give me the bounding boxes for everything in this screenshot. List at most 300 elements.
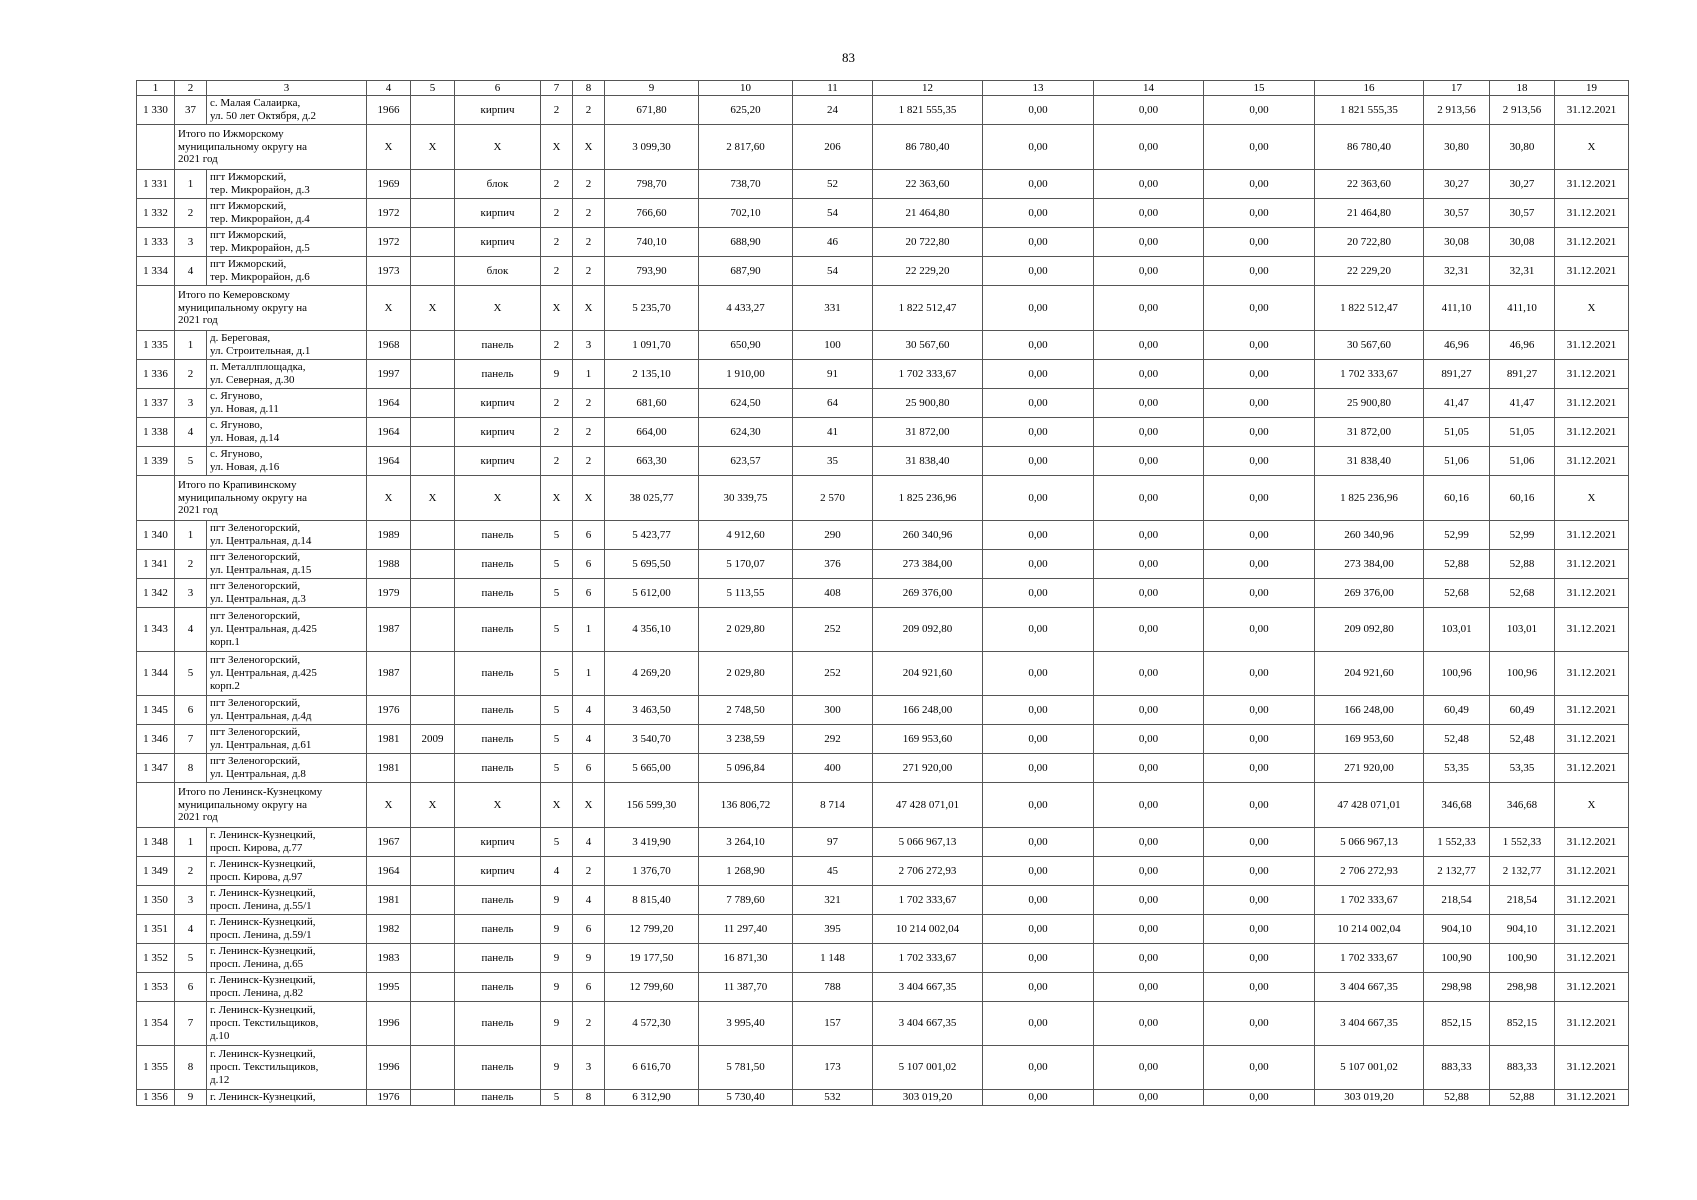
table-cell: X bbox=[411, 286, 455, 331]
table-cell bbox=[411, 944, 455, 973]
table-cell: 292 bbox=[793, 725, 873, 754]
column-number-header: 16 bbox=[1315, 81, 1424, 96]
table-cell: 9 bbox=[541, 915, 573, 944]
address-cell: пгт Зеленогорский, ул. Центральная, д.4д bbox=[207, 696, 367, 725]
table-cell: 1 822 512,47 bbox=[873, 286, 983, 331]
address-cell: г. Ленинск-Кузнецкий, просп. Ленина, д.55/1 bbox=[207, 886, 367, 915]
table-cell: 31.12.2021 bbox=[1555, 447, 1629, 476]
table-cell: 5 113,55 bbox=[699, 579, 793, 608]
table-cell: 1 702 333,67 bbox=[873, 886, 983, 915]
table-cell: 31.12.2021 bbox=[1555, 754, 1629, 783]
table-cell: 0,00 bbox=[983, 886, 1094, 915]
table-cell: 252 bbox=[793, 608, 873, 652]
table-cell: 31.12.2021 bbox=[1555, 389, 1629, 418]
table-cell bbox=[411, 1090, 455, 1106]
table-cell: 0,00 bbox=[1094, 550, 1204, 579]
table-cell: 650,90 bbox=[699, 331, 793, 360]
table-cell: 0,00 bbox=[1204, 389, 1315, 418]
table-cell: 271 920,00 bbox=[873, 754, 983, 783]
table-cell: 0,00 bbox=[983, 652, 1094, 696]
table-cell: блок bbox=[455, 170, 541, 199]
address-cell: пгт Зеленогорский, ул. Центральная, д.14 bbox=[207, 521, 367, 550]
table-cell: 31.12.2021 bbox=[1555, 331, 1629, 360]
table-cell: 269 376,00 bbox=[873, 579, 983, 608]
table-cell: 688,90 bbox=[699, 228, 793, 257]
table-cell: 5 107 001,02 bbox=[1315, 1046, 1424, 1090]
table-cell: 260 340,96 bbox=[873, 521, 983, 550]
table-cell: 11 387,70 bbox=[699, 973, 793, 1002]
table-cell: 1982 bbox=[367, 915, 411, 944]
table-cell: 376 bbox=[793, 550, 873, 579]
table-cell: 408 bbox=[793, 579, 873, 608]
table-cell: 2 bbox=[573, 199, 605, 228]
table-cell: 904,10 bbox=[1490, 915, 1555, 944]
table-cell: 0,00 bbox=[1094, 944, 1204, 973]
table-cell: 1983 bbox=[367, 944, 411, 973]
table-cell: 0,00 bbox=[1204, 696, 1315, 725]
table-cell: 0,00 bbox=[1094, 170, 1204, 199]
table-cell: 41 bbox=[793, 418, 873, 447]
table-cell: 2 bbox=[573, 1002, 605, 1046]
table-cell: 5 781,50 bbox=[699, 1046, 793, 1090]
table-cell: 3 404 667,35 bbox=[873, 973, 983, 1002]
table-cell: 31.12.2021 bbox=[1555, 1046, 1629, 1090]
table-cell: 12 799,20 bbox=[605, 915, 699, 944]
subtotal-row bbox=[137, 476, 1629, 521]
table-cell: 1 351 bbox=[137, 915, 175, 944]
table-cell: 30,80 bbox=[1424, 125, 1490, 170]
table-cell: 12 799,60 bbox=[605, 973, 699, 1002]
table-cell: 1995 bbox=[367, 973, 411, 1002]
table-cell: 7 789,60 bbox=[699, 886, 793, 915]
table-cell: X bbox=[573, 125, 605, 170]
table-cell: 4 bbox=[573, 725, 605, 754]
address-cell: д. Береговая, ул. Строительная, д.1 bbox=[207, 331, 367, 360]
table-cell: 0,00 bbox=[1094, 389, 1204, 418]
table-cell: 6 bbox=[175, 696, 207, 725]
subtotal-label: Итого по Крапивинскому муниципальному округу на 2021 год bbox=[175, 476, 367, 521]
table-cell: 6 bbox=[573, 550, 605, 579]
table-cell: 1 331 bbox=[137, 170, 175, 199]
table-cell bbox=[411, 886, 455, 915]
table-cell: X bbox=[541, 286, 573, 331]
table-cell: 0,00 bbox=[1094, 857, 1204, 886]
table-cell: 51,05 bbox=[1424, 418, 1490, 447]
table-cell: 6 bbox=[573, 521, 605, 550]
table-cell: 0,00 bbox=[1094, 125, 1204, 170]
table-cell: 157 bbox=[793, 1002, 873, 1046]
table-cell: панель bbox=[455, 608, 541, 652]
table-cell: 1967 bbox=[367, 828, 411, 857]
table-cell: 0,00 bbox=[1204, 199, 1315, 228]
table-cell: 5 bbox=[541, 579, 573, 608]
table-cell: 0,00 bbox=[1094, 521, 1204, 550]
table-cell: 47 428 071,01 bbox=[1315, 783, 1424, 828]
table-cell: 31.12.2021 bbox=[1555, 725, 1629, 754]
table-cell bbox=[411, 418, 455, 447]
table-row bbox=[137, 857, 1629, 886]
table-row bbox=[137, 331, 1629, 360]
table-cell: 31 838,40 bbox=[873, 447, 983, 476]
table-cell: 31.12.2021 bbox=[1555, 96, 1629, 125]
table-cell: 1 268,90 bbox=[699, 857, 793, 886]
table-cell: 20 722,80 bbox=[1315, 228, 1424, 257]
table-cell: 64 bbox=[793, 389, 873, 418]
table-cell: 0,00 bbox=[1204, 579, 1315, 608]
address-cell: г. Ленинск-Кузнецкий, просп. Текстильщиков, д.12 bbox=[207, 1046, 367, 1090]
table-cell: 0,00 bbox=[1094, 973, 1204, 1002]
table-cell: 9 bbox=[541, 944, 573, 973]
column-number-row bbox=[137, 81, 1629, 96]
table-cell: 9 bbox=[573, 944, 605, 973]
table-cell: 45 bbox=[793, 857, 873, 886]
table-cell: 0,00 bbox=[1204, 857, 1315, 886]
table-cell: 53,35 bbox=[1424, 754, 1490, 783]
table-cell: 273 384,00 bbox=[873, 550, 983, 579]
table-cell: 0,00 bbox=[983, 125, 1094, 170]
table-cell: 0,00 bbox=[1204, 915, 1315, 944]
table-cell: 0,00 bbox=[1094, 96, 1204, 125]
table-cell: 5 bbox=[541, 521, 573, 550]
table-cell: 2 bbox=[573, 96, 605, 125]
table-cell: 0,00 bbox=[1204, 418, 1315, 447]
table-cell bbox=[411, 973, 455, 1002]
table-cell: 1 349 bbox=[137, 857, 175, 886]
table-cell bbox=[411, 608, 455, 652]
table-cell: 4 bbox=[175, 608, 207, 652]
table-cell: 0,00 bbox=[1204, 550, 1315, 579]
table-cell: 100,90 bbox=[1490, 944, 1555, 973]
address-cell: пгт Зеленогорский, ул. Центральная, д.8 bbox=[207, 754, 367, 783]
table-cell: 1981 bbox=[367, 754, 411, 783]
table-cell: 0,00 bbox=[1204, 257, 1315, 286]
table-cell: 0,00 bbox=[1094, 331, 1204, 360]
table-cell: 0,00 bbox=[1094, 199, 1204, 228]
table-cell: 2 bbox=[573, 257, 605, 286]
table-cell: 6 bbox=[573, 754, 605, 783]
table-cell: 30 567,60 bbox=[1315, 331, 1424, 360]
table-cell: 0,00 bbox=[983, 1090, 1094, 1106]
table-cell: 4 bbox=[573, 828, 605, 857]
table-cell: 52,99 bbox=[1490, 521, 1555, 550]
table-cell: 2 bbox=[541, 170, 573, 199]
table-row bbox=[137, 550, 1629, 579]
table-cell: 9 bbox=[541, 360, 573, 389]
subtotal-label: Итого по Ижморскому муниципальному округу на 2021 год bbox=[175, 125, 367, 170]
table-cell: кирпич bbox=[455, 857, 541, 886]
table-cell: 1 330 bbox=[137, 96, 175, 125]
table-cell: 400 bbox=[793, 754, 873, 783]
table-cell: 681,60 bbox=[605, 389, 699, 418]
table-cell: 3 bbox=[175, 228, 207, 257]
table-cell: 19 177,50 bbox=[605, 944, 699, 973]
table-cell: 1964 bbox=[367, 447, 411, 476]
table-cell: X bbox=[367, 125, 411, 170]
table-cell: 852,15 bbox=[1424, 1002, 1490, 1046]
table-cell: 4 bbox=[175, 418, 207, 447]
table-cell: 331 bbox=[793, 286, 873, 331]
table-cell: 1987 bbox=[367, 652, 411, 696]
table-row bbox=[137, 389, 1629, 418]
table-cell: 2 bbox=[175, 360, 207, 389]
table-row bbox=[137, 579, 1629, 608]
column-number-header: 14 bbox=[1094, 81, 1204, 96]
table-cell: 2 029,80 bbox=[699, 652, 793, 696]
table-cell: 31.12.2021 bbox=[1555, 521, 1629, 550]
table-cell: 41,47 bbox=[1490, 389, 1555, 418]
table-cell: 298,98 bbox=[1424, 973, 1490, 1002]
table-row bbox=[137, 228, 1629, 257]
table-cell: 0,00 bbox=[1094, 886, 1204, 915]
table-cell: 1 bbox=[573, 360, 605, 389]
table-cell: 1 bbox=[573, 608, 605, 652]
table-cell: X bbox=[411, 783, 455, 828]
table-cell: 31.12.2021 bbox=[1555, 550, 1629, 579]
table-cell: 1 350 bbox=[137, 886, 175, 915]
table-cell: панель bbox=[455, 579, 541, 608]
table-cell: 252 bbox=[793, 652, 873, 696]
table-cell: 0,00 bbox=[983, 973, 1094, 1002]
column-number-header: 5 bbox=[411, 81, 455, 96]
table-cell: 86 780,40 bbox=[873, 125, 983, 170]
table-cell: кирпич bbox=[455, 447, 541, 476]
table-cell: 8 bbox=[175, 754, 207, 783]
column-number-header: 19 bbox=[1555, 81, 1629, 96]
table-cell: 2 029,80 bbox=[699, 608, 793, 652]
table-cell: 290 bbox=[793, 521, 873, 550]
table-cell: X bbox=[411, 125, 455, 170]
subtotal-row bbox=[137, 125, 1629, 170]
table-cell: 1 910,00 bbox=[699, 360, 793, 389]
table-cell: 5 bbox=[175, 652, 207, 696]
empty-cell bbox=[137, 783, 175, 828]
table-cell: X bbox=[455, 125, 541, 170]
table-cell: 2 bbox=[573, 228, 605, 257]
table-cell: 0,00 bbox=[1204, 286, 1315, 331]
table-cell: 3 404 667,35 bbox=[1315, 973, 1424, 1002]
table-cell: 0,00 bbox=[983, 608, 1094, 652]
table-cell: 5 730,40 bbox=[699, 1090, 793, 1106]
table-cell: 5 423,77 bbox=[605, 521, 699, 550]
table-cell: 5 665,00 bbox=[605, 754, 699, 783]
table-cell: 53,35 bbox=[1490, 754, 1555, 783]
table-cell: 395 bbox=[793, 915, 873, 944]
table-cell: 47 428 071,01 bbox=[873, 783, 983, 828]
table-row bbox=[137, 886, 1629, 915]
table-cell: 5 bbox=[541, 652, 573, 696]
table-cell: 100,96 bbox=[1424, 652, 1490, 696]
table-cell: 1 bbox=[175, 828, 207, 857]
table-cell: 103,01 bbox=[1424, 608, 1490, 652]
table-cell: 60,16 bbox=[1490, 476, 1555, 521]
table-cell: панель bbox=[455, 973, 541, 1002]
table-cell: 7 bbox=[175, 1002, 207, 1046]
table-cell: 532 bbox=[793, 1090, 873, 1106]
table-cell: 1989 bbox=[367, 521, 411, 550]
table-cell: 0,00 bbox=[1094, 360, 1204, 389]
table-cell: панель bbox=[455, 696, 541, 725]
table-cell: 303 019,20 bbox=[1315, 1090, 1424, 1106]
table-cell: 5 bbox=[175, 944, 207, 973]
table-cell: 52,88 bbox=[1424, 550, 1490, 579]
table-cell: 3 463,50 bbox=[605, 696, 699, 725]
table-cell: 664,00 bbox=[605, 418, 699, 447]
table-cell: 0,00 bbox=[1204, 828, 1315, 857]
address-cell: г. Ленинск-Кузнецкий, просп. Ленина, д.59/1 bbox=[207, 915, 367, 944]
table-cell: панель bbox=[455, 944, 541, 973]
table-cell: 0,00 bbox=[983, 783, 1094, 828]
table-cell: 2 bbox=[541, 257, 573, 286]
table-cell: панель bbox=[455, 331, 541, 360]
table-cell: 8 bbox=[573, 1090, 605, 1106]
address-cell: пгт Зеленогорский, ул. Центральная, д.61 bbox=[207, 725, 367, 754]
address-cell: пгт Зеленогорский, ул. Центральная, д.15 bbox=[207, 550, 367, 579]
table-cell: 0,00 bbox=[983, 915, 1094, 944]
table-cell: панель bbox=[455, 550, 541, 579]
table-cell: 0,00 bbox=[983, 447, 1094, 476]
table-cell: 1 091,70 bbox=[605, 331, 699, 360]
table-cell: X bbox=[1555, 476, 1629, 521]
table-cell: 31.12.2021 bbox=[1555, 1090, 1629, 1106]
table-cell: 2 913,56 bbox=[1490, 96, 1555, 125]
table-cell: 3 404 667,35 bbox=[873, 1002, 983, 1046]
table-cell: 0,00 bbox=[1204, 783, 1315, 828]
table-cell: панель bbox=[455, 1090, 541, 1106]
table-cell: 0,00 bbox=[1204, 944, 1315, 973]
table-cell: 204 921,60 bbox=[1315, 652, 1424, 696]
address-cell: с. Малая Салаирка, ул. 50 лет Октября, д.2 bbox=[207, 96, 367, 125]
table-cell: 52,68 bbox=[1424, 579, 1490, 608]
table-cell: 5 bbox=[541, 828, 573, 857]
table-cell: 31.12.2021 bbox=[1555, 652, 1629, 696]
table-cell: 4 bbox=[175, 257, 207, 286]
table-cell: 2 706 272,93 bbox=[873, 857, 983, 886]
table-cell: 32,31 bbox=[1424, 257, 1490, 286]
table-cell: 6 312,90 bbox=[605, 1090, 699, 1106]
table-cell: 1 bbox=[573, 652, 605, 696]
table-cell: панель bbox=[455, 652, 541, 696]
table-cell: 623,57 bbox=[699, 447, 793, 476]
table-cell: 2 570 bbox=[793, 476, 873, 521]
address-cell: пгт Ижморский, тер. Микрорайон, д.6 bbox=[207, 257, 367, 286]
table-cell: 1 825 236,96 bbox=[873, 476, 983, 521]
table-cell: 31 872,00 bbox=[1315, 418, 1424, 447]
table-cell: 883,33 bbox=[1490, 1046, 1555, 1090]
table-cell: 9 bbox=[175, 1090, 207, 1106]
table-cell: 52,99 bbox=[1424, 521, 1490, 550]
table-cell: 0,00 bbox=[1204, 725, 1315, 754]
table-cell: 624,30 bbox=[699, 418, 793, 447]
table-cell: 30,27 bbox=[1424, 170, 1490, 199]
table-cell: 5 bbox=[541, 608, 573, 652]
table-cell: 1 334 bbox=[137, 257, 175, 286]
table-cell: 0,00 bbox=[983, 476, 1094, 521]
table-cell: 5 066 967,13 bbox=[873, 828, 983, 857]
table-cell: 2 bbox=[541, 389, 573, 418]
table-cell: 209 092,80 bbox=[1315, 608, 1424, 652]
table-row bbox=[137, 96, 1629, 125]
column-number-header: 17 bbox=[1424, 81, 1490, 96]
table-cell: 52,88 bbox=[1490, 1090, 1555, 1106]
table-cell: 60,16 bbox=[1424, 476, 1490, 521]
table-cell: панель bbox=[455, 725, 541, 754]
table-cell: 1 702 333,67 bbox=[1315, 360, 1424, 389]
table-cell: 0,00 bbox=[983, 1046, 1094, 1090]
table-cell: 30 567,60 bbox=[873, 331, 983, 360]
table-cell bbox=[411, 360, 455, 389]
table-cell: 31 838,40 bbox=[1315, 447, 1424, 476]
table-cell: 1 352 bbox=[137, 944, 175, 973]
table-cell: X bbox=[411, 476, 455, 521]
table-cell: 2 bbox=[573, 447, 605, 476]
table-cell: 1 344 bbox=[137, 652, 175, 696]
table-cell: 0,00 bbox=[1204, 608, 1315, 652]
address-cell: г. Ленинск-Кузнецкий, просп. Кирова, д.77 bbox=[207, 828, 367, 857]
table-cell: X bbox=[455, 286, 541, 331]
table-cell: 0,00 bbox=[1204, 228, 1315, 257]
table-cell: 1 353 bbox=[137, 973, 175, 1002]
table-cell: 687,90 bbox=[699, 257, 793, 286]
table-cell: 1 343 bbox=[137, 608, 175, 652]
table-cell: 346,68 bbox=[1424, 783, 1490, 828]
table-cell: 0,00 bbox=[1204, 1090, 1315, 1106]
table-cell: 300 bbox=[793, 696, 873, 725]
table-cell: 1979 bbox=[367, 579, 411, 608]
table-cell: 31.12.2021 bbox=[1555, 915, 1629, 944]
table-cell: 0,00 bbox=[1094, 228, 1204, 257]
address-cell: с. Ягуново, ул. Новая, д.11 bbox=[207, 389, 367, 418]
table-cell: 1 342 bbox=[137, 579, 175, 608]
table-cell: 891,27 bbox=[1424, 360, 1490, 389]
table-cell: 740,10 bbox=[605, 228, 699, 257]
table-cell: 4 433,27 bbox=[699, 286, 793, 331]
address-cell: п. Металлплощадка, ул. Северная, д.30 bbox=[207, 360, 367, 389]
table-cell: 2 bbox=[175, 199, 207, 228]
address-cell: пгт Зеленогорский, ул. Центральная, д.425 корп.2 bbox=[207, 652, 367, 696]
table-cell: 60,49 bbox=[1490, 696, 1555, 725]
table-cell: 1 376,70 bbox=[605, 857, 699, 886]
table-cell: X bbox=[573, 783, 605, 828]
table-cell: 173 bbox=[793, 1046, 873, 1090]
table-row bbox=[137, 1090, 1629, 1106]
table-cell: 0,00 bbox=[1204, 521, 1315, 550]
table-cell: 2 bbox=[541, 199, 573, 228]
table-cell: 6 616,70 bbox=[605, 1046, 699, 1090]
table-cell: панель bbox=[455, 754, 541, 783]
table-cell: 5 235,70 bbox=[605, 286, 699, 331]
table-cell: 4 912,60 bbox=[699, 521, 793, 550]
table-cell: 46,96 bbox=[1424, 331, 1490, 360]
column-number-header: 18 bbox=[1490, 81, 1555, 96]
table-cell: 1 821 555,35 bbox=[873, 96, 983, 125]
table-cell bbox=[411, 447, 455, 476]
table-cell: 1 702 333,67 bbox=[1315, 944, 1424, 973]
table-cell: 4 356,10 bbox=[605, 608, 699, 652]
table-cell: 0,00 bbox=[1204, 652, 1315, 696]
table-cell: 1 355 bbox=[137, 1046, 175, 1090]
address-cell: пгт Ижморский, тер. Микрорайон, д.3 bbox=[207, 170, 367, 199]
table-cell: 31.12.2021 bbox=[1555, 228, 1629, 257]
table-cell: 1976 bbox=[367, 696, 411, 725]
table-cell: 625,20 bbox=[699, 96, 793, 125]
table-cell bbox=[411, 915, 455, 944]
table-cell: 5 107 001,02 bbox=[873, 1046, 983, 1090]
table-cell: 4 bbox=[573, 696, 605, 725]
table-cell: 22 229,20 bbox=[1315, 257, 1424, 286]
table-cell: 0,00 bbox=[1204, 96, 1315, 125]
table-cell: 3 419,90 bbox=[605, 828, 699, 857]
subtotal-label: Итого по Ленинск-Кузнецкому муниципальному округу на 2021 год bbox=[175, 783, 367, 828]
